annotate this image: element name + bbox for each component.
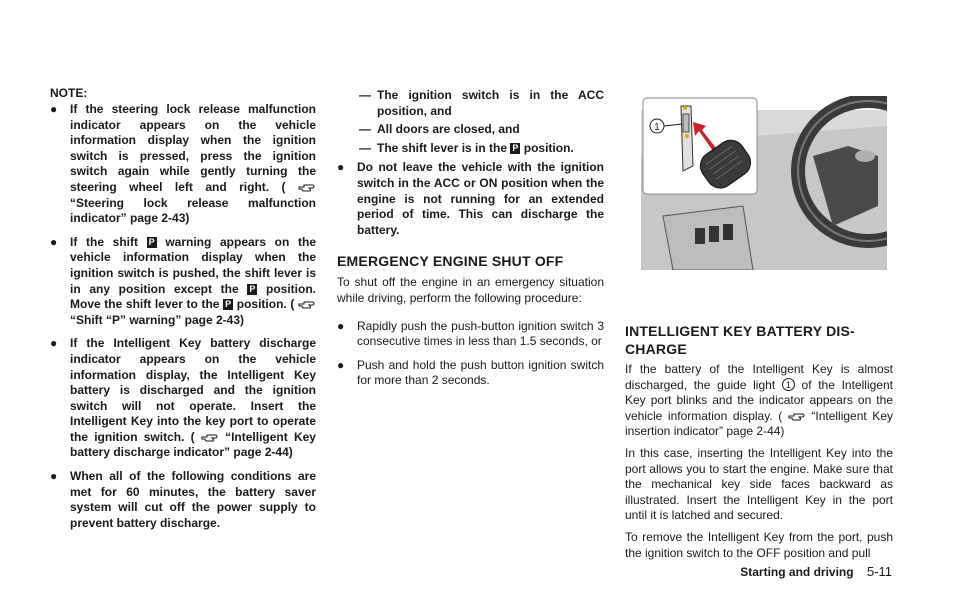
switch-button — [709, 226, 719, 242]
note-text: position. ( — [236, 297, 295, 312]
note-text: position. Move the shift lever to the — [70, 281, 317, 312]
note-text: If the shift — [70, 234, 138, 249]
left-column — [50, 86, 316, 539]
right-column — [625, 96, 893, 567]
dash-marker: — — [359, 88, 371, 102]
reference-text: “Intelligent Key insertion indicator” page 2-44) — [625, 408, 893, 439]
switch-button — [695, 228, 705, 244]
battery-discharge-heading — [625, 322, 893, 358]
note-item-battery-saver — [50, 469, 316, 531]
lower-console — [663, 206, 753, 270]
park-position-icon: P — [148, 236, 155, 247]
dash-marker: — — [359, 122, 371, 137]
condition-doors — [337, 122, 604, 138]
indicator-dot — [683, 106, 687, 110]
park-position-icon: P — [512, 142, 519, 153]
battery-paragraph-1 — [625, 362, 893, 440]
condition-text: All doors are closed, and — [377, 122, 520, 137]
condition-shift-lever — [337, 141, 604, 157]
emergency-steps — [337, 319, 604, 389]
middle-column — [337, 88, 604, 397]
warning-list — [337, 160, 604, 238]
condition-acc — [337, 88, 604, 119]
guide-light — [683, 114, 689, 132]
note-item-shift-p — [50, 235, 316, 329]
pointing-hand-reference-icon — [298, 180, 316, 193]
page-number: 5-11 — [866, 564, 892, 579]
key-port-illustration — [633, 96, 887, 270]
park-position-icon: P — [249, 283, 256, 294]
guide-light-number-icon: 1 — [782, 378, 795, 391]
conditions-list — [337, 88, 604, 156]
bullet-icon: ● — [50, 469, 58, 484]
bullet-icon: ● — [337, 357, 345, 372]
paragraph-text: If the battery of the Intelligent Key is almost discharged, the guide light — [625, 362, 893, 392]
pointing-hand-reference-icon — [201, 430, 219, 443]
pointing-hand-reference-icon — [298, 297, 316, 310]
bullet-icon: ● — [50, 234, 58, 249]
step-text: Push and hold the push button ignition switch for more than 2 seconds. — [357, 357, 604, 388]
emergency-heading: EMERGENCY ENGINE SHUT OFF — [337, 253, 564, 270]
switch-button — [723, 224, 733, 240]
wheel-badge — [855, 150, 875, 162]
heading-line-1: INTELLIGENT KEY BATTERY DIS- — [625, 323, 855, 339]
warning-do-not-leave — [337, 160, 604, 238]
callout-number: 1 — [654, 122, 660, 133]
condition-text: The shift lever is in the — [377, 140, 508, 155]
battery-paragraph-3: To remove the Intelligent Key from the port, push the ignition switch to the OFF position and pull — [625, 529, 893, 560]
bullet-icon: ● — [337, 160, 345, 175]
dashboard-drawing — [633, 96, 887, 270]
condition-text: The ignition switch is in the ACC position, and — [377, 88, 604, 118]
emergency-step — [337, 358, 604, 389]
reference-text: “Shift “P” warning” page 2-43) — [70, 312, 245, 327]
note-text: warning appears on the vehicle information display when the ignition switch is pushed, the shift lever is in any position except the — [70, 234, 317, 296]
note-item-steering-lock — [50, 102, 316, 227]
emergency-intro: To shut off the engine in an emergency situation while driving, perform the following procedure: — [337, 275, 604, 305]
reference-text: “Intelligent Key battery discharge indicator” page 2-44) — [70, 429, 316, 460]
footer-section-title: Starting and driving — [740, 565, 854, 579]
reference-text: “Steering lock release malfunction indicator” page 2-43) — [70, 195, 316, 226]
pointing-hand-reference-icon — [788, 409, 806, 422]
note-text: When all of the following conditions are met for 60 minutes, the battery saver system will cut off the power supply to prevent battery discharge. — [70, 469, 316, 530]
dash-marker: — — [359, 140, 371, 155]
bullet-icon: ● — [337, 318, 345, 333]
note-title: NOTE: — [50, 86, 88, 100]
battery-paragraph-2: In this case, inserting the Intelligent Key into the port allows you to start the engine. Make sure that the mechanical key side faces backward as illustrated. Insert the Intelligent Key in the port until it is latched and secured. — [625, 445, 893, 523]
note-text: If the steering lock release malfunction indicator appears on the vehicle information display when the ignition switch is pressed, press the ignition switch again while gently turning the steering wheel left and right. ( — [70, 102, 316, 194]
warning-text: Do not leave the vehicle with the ignition switch in the ACC or ON position when the engine is not running for an extended period of time. This can discharge the battery. — [357, 160, 604, 237]
note-text: If the Intelligent Key battery discharge indicator appears on the vehicle information display, the Intelligent Key battery is discharged and the ignition switch will not operate. Insert the Intelligent Key into the key port to operate the ignition switch. ( — [70, 336, 316, 444]
bullet-icon: ● — [50, 102, 58, 116]
note-list — [50, 102, 316, 531]
emergency-step — [337, 319, 604, 350]
heading-line-2: CHARGE — [625, 341, 687, 357]
condition-text: position. — [523, 140, 574, 155]
park-position-icon: P — [225, 299, 232, 310]
page-footer — [740, 564, 892, 579]
bullet-icon: ● — [50, 336, 58, 351]
step-text: Rapidly push the push-button ignition switch 3 consecutive times in less than 1.5 seconds, or — [357, 318, 604, 349]
paragraph-text: of the Intelligent Key port blinks and the indicator appears on the vehicle information display. ( — [625, 377, 893, 423]
indicator-dot — [685, 134, 689, 138]
note-item-battery-discharge — [50, 336, 316, 461]
